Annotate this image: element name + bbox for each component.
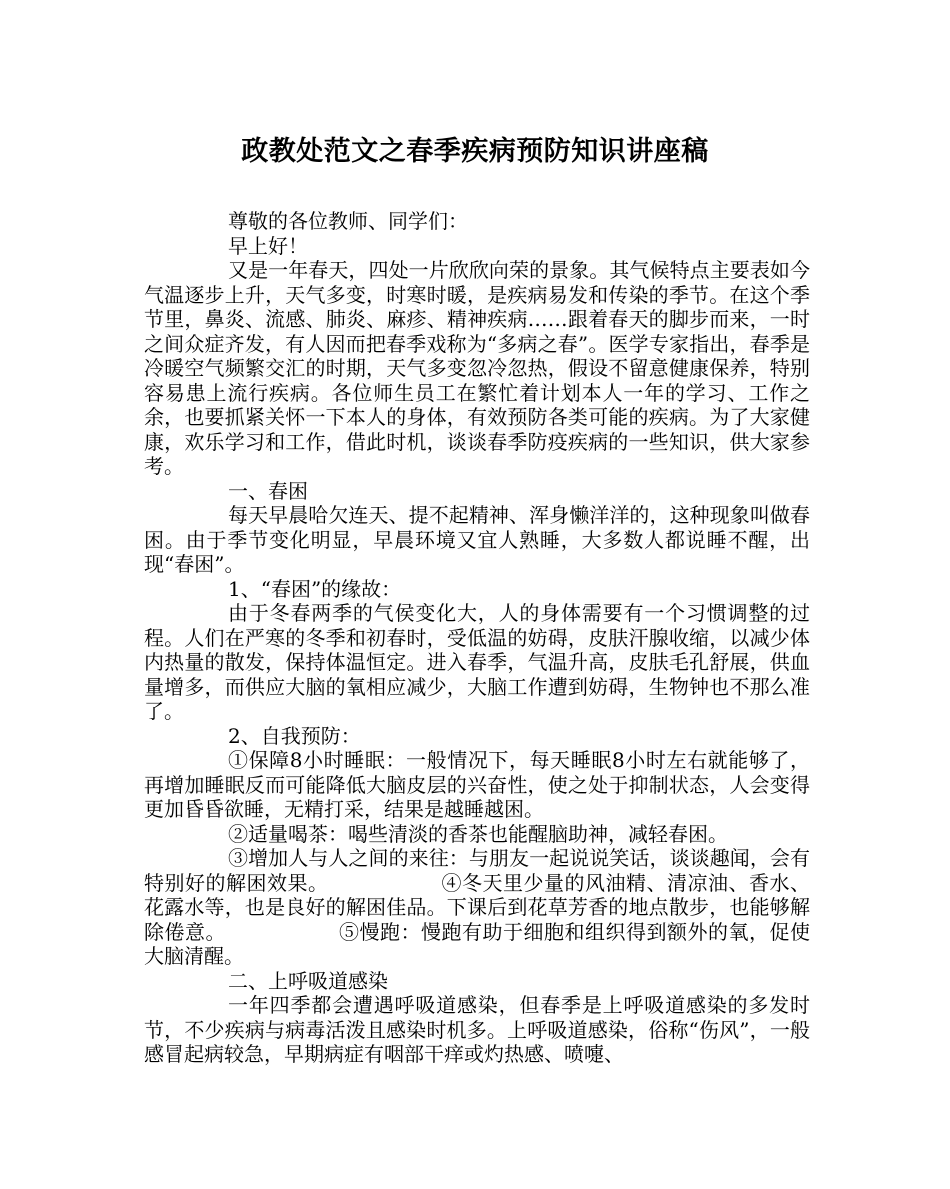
body-paragraph: 由于冬春两季的气侯变化大，人的身体需要有一个习惯调整的过程。人们在严寒的冬季和初春时，受低温的妨碍，皮肤汗腺收缩，以减少体内热量的散发，保持体温恒定。进入春季，气温升高，皮肤毛孔舒展，供血量增多，而供应大脑的氧相应减少，大脑工作遭到妨碍，生物钟也不那么准了。 bbox=[144, 601, 810, 723]
document-title: 政教处范文之春季疾病预防知识讲座稿 bbox=[241, 136, 709, 167]
body-paragraph: ①保障8小时睡眠：一般情况下，每天睡眠8小时左右就能够了，再增加睡眠反而可能降低大脑皮层的兴奋性，使之处于抑制状态，人会变得更加昏昏欲睡，无精打采，结果是越睡越困。 bbox=[144, 748, 810, 821]
greeting-line: 早上好！ bbox=[228, 233, 308, 258]
body-paragraph: ②适量喝茶：喝些清淡的香茶也能醒脑助神，减轻春困。 bbox=[228, 821, 728, 846]
body-paragraph: 又是一年春天，四处一片欣欣向荣的景象。其气候特点主要表如今气温逐步上升，天气多变，时寒时暖，是疾病易发和传染的季节。在这个季节里，鼻炎、流感、肺炎、麻疹、精神疾病……跟着春天的脚步而来，一时之间众症齐发，有人因而把春季戏称为“多病之春”。医学专家指出，春季是冷暖空气频繁交汇的时期，天气多变忽冷忽热，假设不留意健康保养，特别容易患上流行疾病。各位师生员工在繁忙着计划本人一年的学习、工作之余，也要抓紧关怀一下本人的身体，有效预防各类可能的疾病。为了大家健康，欢乐学习和工作，借此时机，谈谈春季防疫疾病的一些知识，供大家参考。 bbox=[144, 258, 810, 478]
subsection-heading: 1、“春困”的缘故： bbox=[228, 576, 402, 601]
document-body bbox=[144, 209, 810, 1067]
subsection-heading: 2、自我预防： bbox=[228, 723, 361, 748]
body-paragraph: 每天早晨哈欠连天、提不起精神、浑身懒洋洋的，这种现象叫做春困。由于季节变化明显，早晨环境又宜人熟睡，大多数人都说睡不醒，出现“春困”。 bbox=[144, 503, 810, 576]
body-paragraph: 一年四季都会遭遇呼吸道感染，但春季是上呼吸道感染的多发时节，不少疾病与病毒活泼且感染时机多。上呼吸道感染，俗称“伤风”，一般感冒起病较急，早期病症有咽部干痒或灼热感、喷嚏、 bbox=[144, 993, 810, 1066]
section-heading: 一、春困 bbox=[228, 478, 308, 503]
body-paragraph: ③增加人与人之间的来往：与朋友一起说说笑话，谈谈趣闻，会有特别好的解困效果。 ④冬天里少量的风油精、清凉油、香水、花露水等，也是良好的解困佳品。下课后到花草芳香的地点散步，也能够解除倦意。 ⑤慢跑：慢跑有助于细胞和组织得到额外的氧，促使大脑清醒。 bbox=[144, 846, 810, 968]
greeting-line: 尊敬的各位教师、同学们： bbox=[228, 209, 468, 233]
section-heading: 二、上呼吸道感染 bbox=[228, 968, 388, 993]
